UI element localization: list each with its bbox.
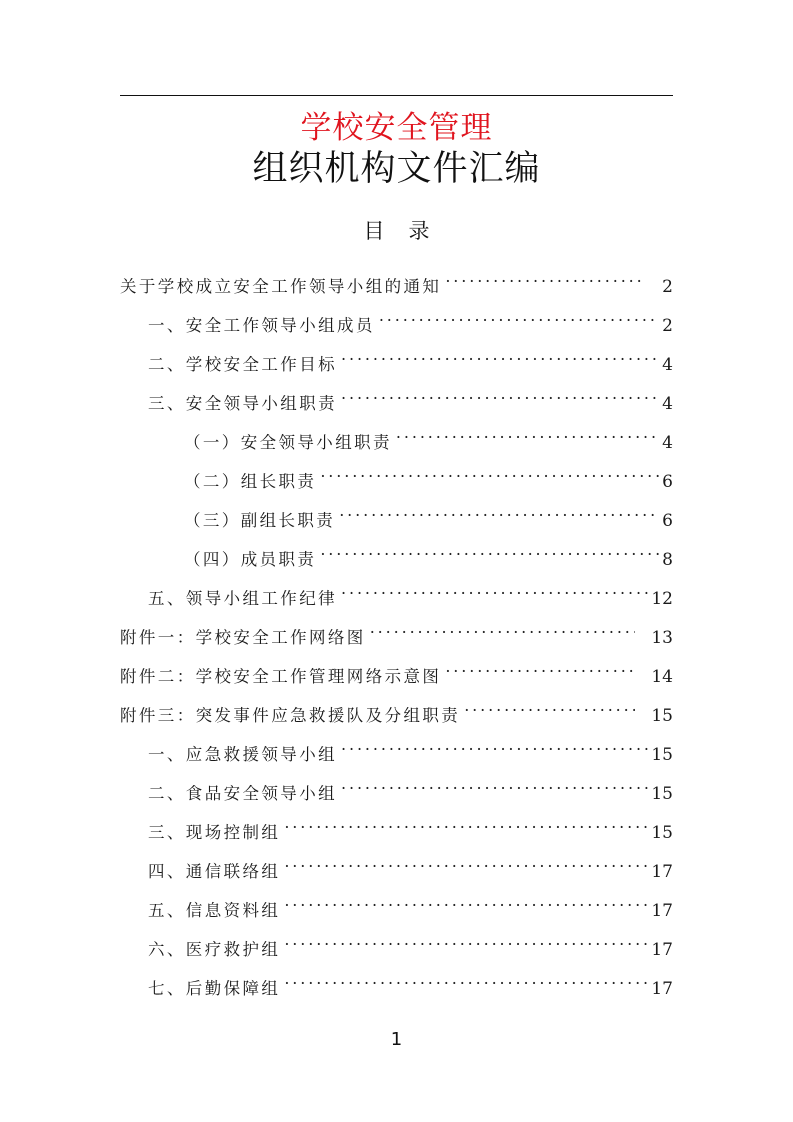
- toc-entry[interactable]: [120, 730, 673, 769]
- toc-entry-text: 七、后勤保障组: [148, 979, 281, 998]
- toc-entry-page: 4: [662, 355, 673, 375]
- toc-entry[interactable]: [120, 769, 673, 808]
- toc-entry[interactable]: [120, 340, 673, 379]
- toc-entry[interactable]: [120, 301, 673, 340]
- toc-entry[interactable]: [120, 613, 673, 652]
- toc-entry-text: 二、食品安全领导小组: [148, 784, 337, 803]
- toc-entry-page: 17: [651, 901, 673, 921]
- toc-entry[interactable]: [120, 886, 673, 925]
- toc-dot-leader: [445, 652, 635, 682]
- toc-entry-text: 附件二：学校安全工作管理网络示意图: [120, 667, 442, 686]
- toc-entry-text: 三、安全领导小组职责: [148, 394, 337, 413]
- toc-dot-leader: [370, 613, 636, 643]
- toc-entry[interactable]: [120, 496, 673, 535]
- toc-dot-leader: [320, 457, 659, 487]
- toc-dot-leader: [284, 808, 648, 838]
- toc-entry-page: 17: [651, 862, 673, 882]
- toc-entry-text: 五、信息资料组: [148, 901, 281, 920]
- toc-entry-text: （四）成员职责: [184, 550, 317, 569]
- toc-entry-text: 六、医疗救护组: [148, 940, 281, 959]
- page-number: 1: [390, 1029, 403, 1050]
- header-rule-divider: [120, 95, 673, 96]
- toc-dot-leader: [396, 418, 659, 448]
- toc-dot-leader: [284, 847, 648, 877]
- toc-entry-page: 17: [651, 979, 673, 999]
- toc-dot-leader: [320, 535, 659, 565]
- document-title-line1: 学校安全管理: [300, 110, 493, 146]
- toc-entry-page: 15: [651, 706, 673, 726]
- toc-entry[interactable]: [120, 418, 673, 457]
- toc-entry[interactable]: [120, 964, 673, 1003]
- toc-dot-leader: [284, 886, 648, 916]
- toc-entry[interactable]: [120, 808, 673, 847]
- toc-entry-text: （三）副组长职责: [184, 511, 336, 530]
- toc-entry-text: 二、学校安全工作目标: [148, 355, 337, 374]
- toc-entry-page: 13: [651, 628, 673, 648]
- toc-entry-text: 五、领导小组工作纪律: [148, 589, 337, 608]
- table-of-contents: [120, 262, 673, 1003]
- toc-entry-page: 15: [651, 823, 673, 843]
- toc-entry-page: 2: [662, 316, 673, 336]
- toc-entry-text: 一、安全工作领导小组成员: [148, 316, 375, 335]
- toc-entry-page: 8: [662, 550, 673, 570]
- toc-entry-text: 附件一：学校安全工作网络图: [120, 628, 366, 647]
- toc-dot-leader: [341, 340, 659, 370]
- toc-heading: 目录: [363, 219, 454, 243]
- toc-dot-leader: [341, 574, 648, 604]
- toc-entry-page: 4: [662, 394, 673, 414]
- toc-entry-text: 附件三：突发事件应急救援队及分组职责: [120, 706, 461, 725]
- toc-dot-leader: [339, 496, 659, 526]
- toc-entry-page: 15: [651, 745, 673, 765]
- toc-entry[interactable]: [120, 457, 673, 496]
- toc-entry[interactable]: [120, 379, 673, 418]
- toc-dot-leader: [445, 262, 646, 292]
- toc-dot-leader: [284, 925, 648, 955]
- toc-entry-page: 14: [651, 667, 673, 687]
- toc-entry-text: 三、现场控制组: [148, 823, 281, 842]
- toc-entry-page: 12: [651, 589, 673, 609]
- toc-entry[interactable]: [120, 652, 673, 691]
- toc-entry-text: 关于学校成立安全工作领导小组的通知: [120, 277, 442, 296]
- toc-entry[interactable]: [120, 535, 673, 574]
- toc-entry-page: 2: [662, 277, 673, 297]
- toc-dot-leader: [341, 379, 659, 409]
- toc-entry-page: 4: [662, 433, 673, 453]
- toc-entry-page: 15: [651, 784, 673, 804]
- toc-entry-text: （二）组长职责: [184, 472, 317, 491]
- toc-entry-page: 6: [662, 472, 673, 492]
- toc-entry-text: 一、应急救援领导小组: [148, 745, 337, 764]
- toc-entry[interactable]: [120, 574, 673, 613]
- toc-entry[interactable]: [120, 691, 673, 730]
- toc-entry[interactable]: [120, 847, 673, 886]
- toc-entry-page: 6: [662, 511, 673, 531]
- document-title-line2: 组织机构文件汇编: [252, 149, 541, 189]
- toc-dot-leader: [379, 301, 659, 331]
- toc-entry-text: 四、通信联络组: [148, 862, 281, 881]
- toc-dot-leader: [341, 730, 648, 760]
- toc-entry[interactable]: [120, 925, 673, 964]
- toc-entry[interactable]: [120, 262, 673, 301]
- toc-entry-page: 17: [651, 940, 673, 960]
- toc-entry-text: （一）安全领导小组职责: [184, 433, 392, 452]
- toc-dot-leader: [284, 964, 648, 994]
- toc-dot-leader: [464, 691, 635, 721]
- toc-dot-leader: [341, 769, 648, 799]
